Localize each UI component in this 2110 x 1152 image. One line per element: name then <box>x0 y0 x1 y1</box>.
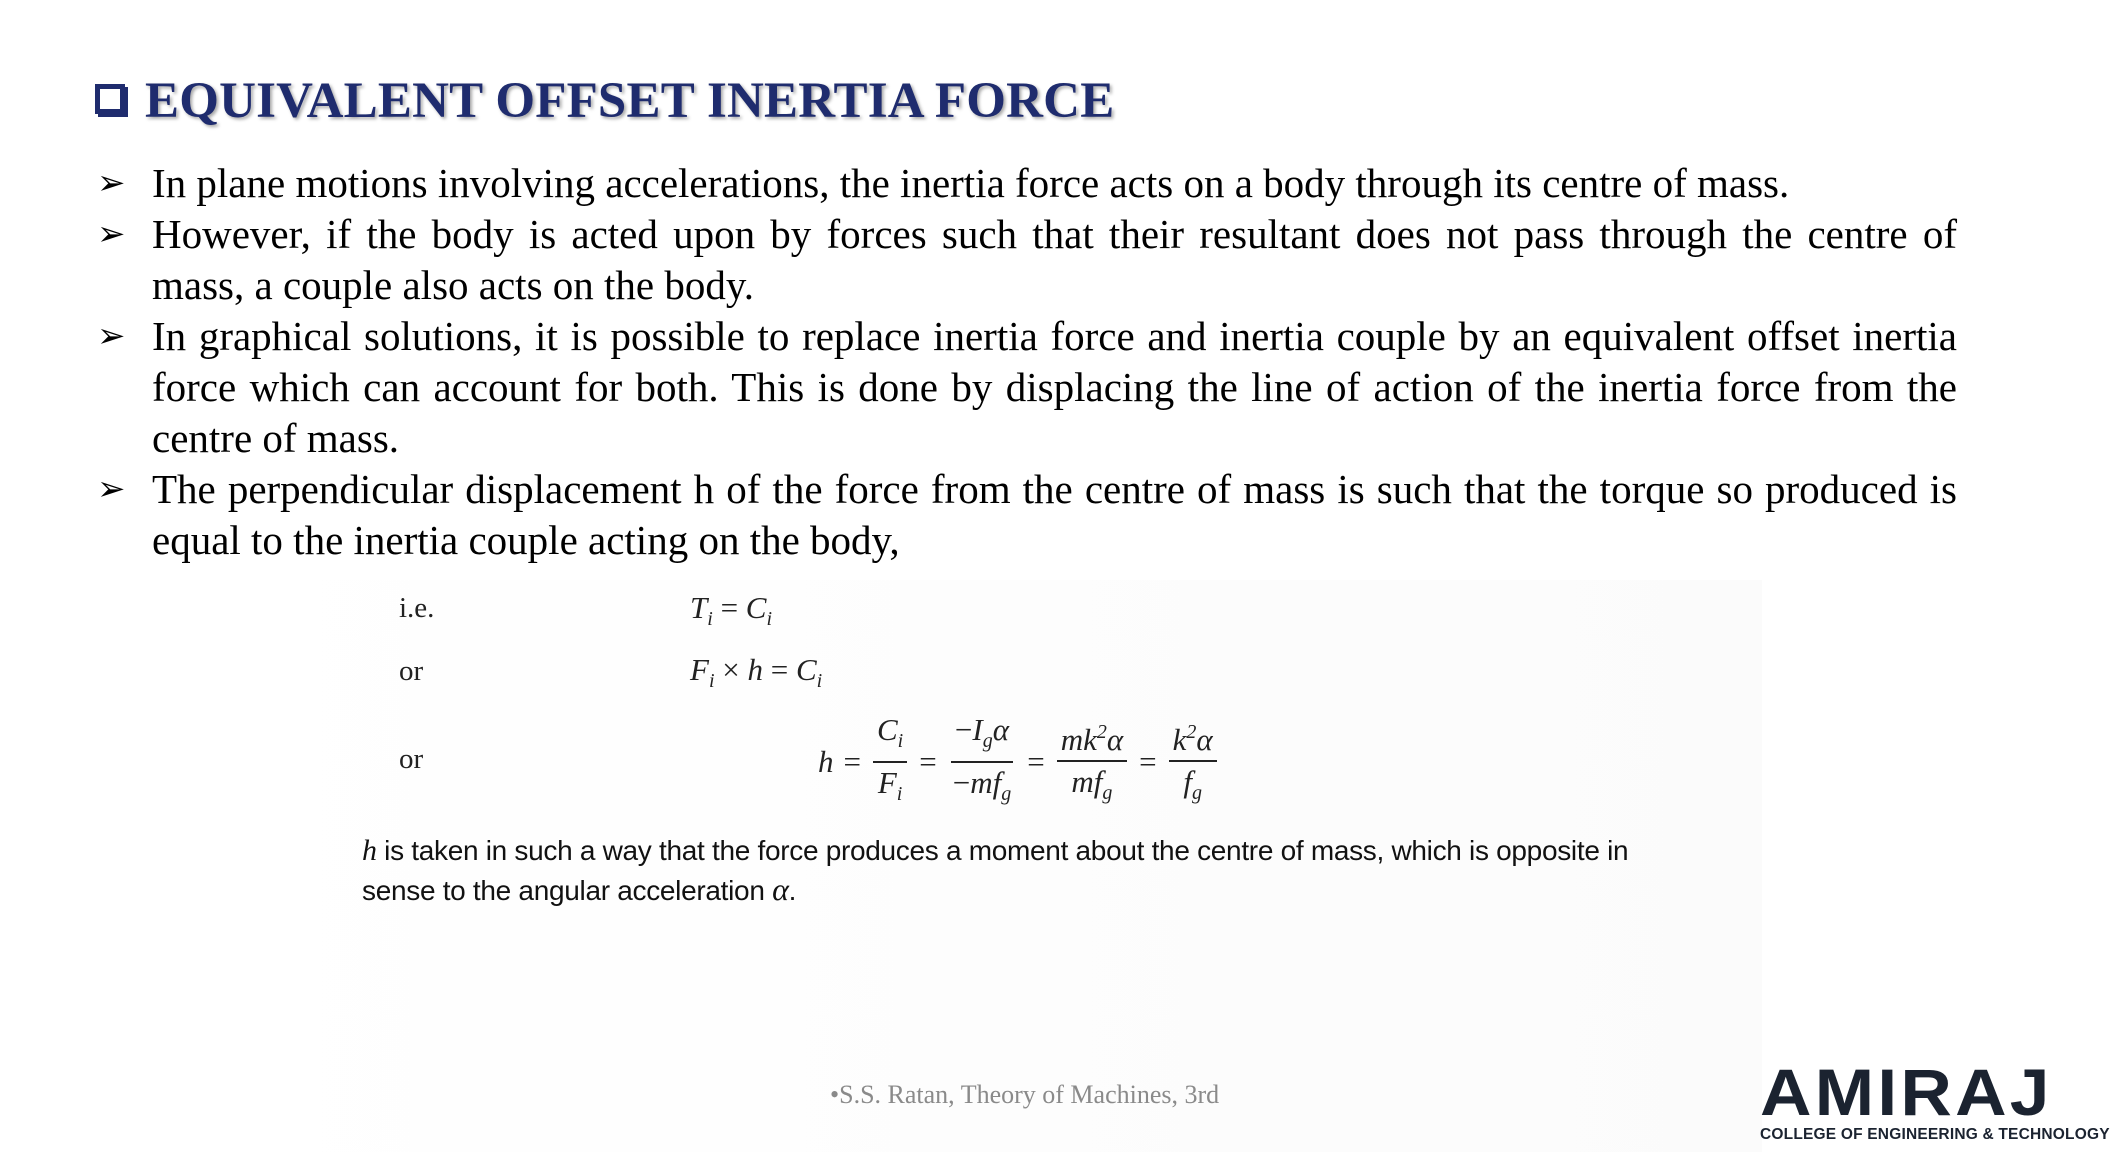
bullet-item <box>95 311 1957 464</box>
fraction: $\frac{-I_g\alpha}{-mf_g}$ <box>952 712 1012 805</box>
arrow-bullet-icon: ➢ <box>97 316 126 356</box>
bullet-text: The perpendicular displacement h of the force from the centre of mass is such that the torque so produced is equal to the inertia couple acting on the body, <box>152 466 1957 563</box>
bullet-text: However, if the body is acted upon by forces such that their resultant does not pass through the centre of mass, a couple also acts on the body. <box>152 211 1957 308</box>
note-variable: h <box>362 834 377 867</box>
slide-title <box>95 72 1114 130</box>
reference-citation: •S.S. Ratan, Theory of Machines, 3rd <box>830 1080 1220 1109</box>
equation-note <box>362 832 1692 910</box>
bullet-list <box>95 158 1957 566</box>
logo-tagline: COLLEGE OF ENGINEERING & TECHNOLOGY <box>1760 1126 2110 1143</box>
bullet-text: In graphical solutions, it is possible to replace inertia force and inertia couple by an equivalent offset inertia force which can account for both. This is done by displacing the line of action of the inertia force from the centre of mass. <box>152 313 1957 461</box>
bullet-text: In plane motions involving accelerations, the inertia force acts on a body through its centre of mass. <box>152 160 1790 206</box>
bullet-item <box>95 464 1957 566</box>
note-end: . <box>788 875 797 906</box>
bullet-item <box>95 158 1957 209</box>
equation-h-expression: h = $\frac{C_i}{F_i}$ = $\frac{-I_g\alpha}{-mf_g}$ = $\frac{mk^2\alpha}{mf_g}$ = $\frac{k^2\alpha}{f_g}$ <box>818 712 1219 812</box>
fraction: $\frac{C_i}{F_i}$ <box>873 712 907 812</box>
note-symbol: α <box>772 871 789 907</box>
equation-label-ie: i.e. <box>399 592 435 624</box>
college-logo <box>1760 1055 2110 1150</box>
fraction: $\frac{k^2\alpha}{f_g}$ <box>1169 714 1217 811</box>
arrow-bullet-icon: ➢ <box>97 163 126 203</box>
equation-torque-equals-couple: $T_i = C_i$ <box>690 590 773 630</box>
slide-title-text: EQUIVALENT OFFSET INERTIA FORCE <box>145 73 1115 129</box>
fraction: $\frac{mk^2\alpha}{mf_g}$ <box>1057 714 1127 811</box>
arrow-bullet-icon: ➢ <box>97 214 126 254</box>
arrow-bullet-icon: ➢ <box>97 469 126 509</box>
equation-label-or: or <box>399 743 424 775</box>
logo-brand: AMIRAJ <box>1760 1055 2053 1129</box>
bullet-item <box>95 209 1957 311</box>
equation-label-or: or <box>399 655 424 687</box>
note-text: is taken in such a way that the force produces a moment about the centre of mass, which is opposite in sense to the angular acceleration <box>362 835 1629 906</box>
equation-force-times-h: $F_i \times h = C_i$ <box>690 652 823 692</box>
checkbox-bullet-icon <box>95 84 125 114</box>
